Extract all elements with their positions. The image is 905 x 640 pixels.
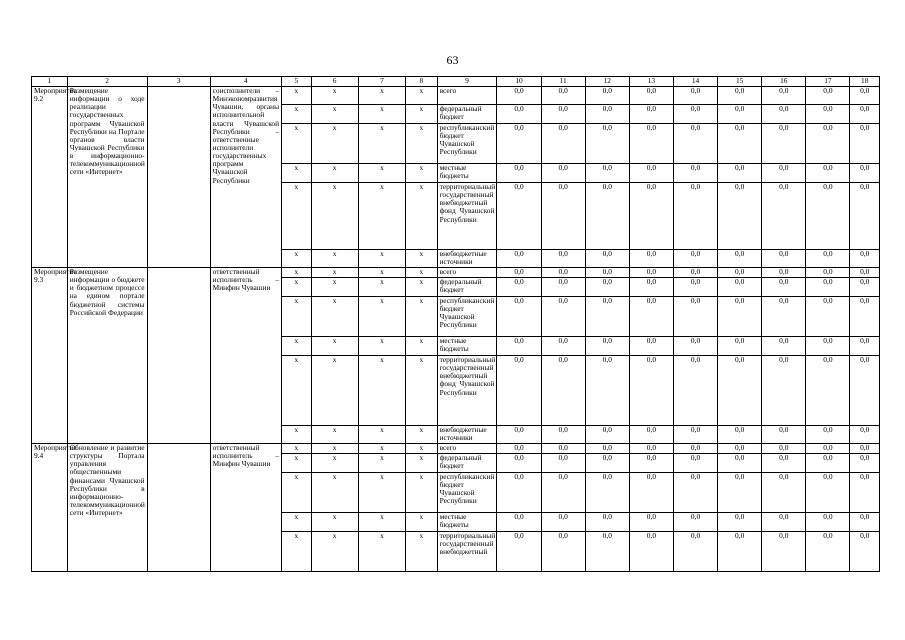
measure-code: Мероприятие 9.2 — [32, 87, 68, 268]
x-mark: x — [406, 87, 438, 105]
x-mark: x — [406, 164, 438, 183]
amount-value: 0,0 — [718, 164, 762, 183]
amount-value: 0,0 — [806, 297, 850, 337]
x-mark: x — [311, 473, 358, 513]
x-mark: x — [406, 124, 438, 164]
amount-value: 0,0 — [585, 87, 629, 105]
amount-value: 0,0 — [497, 444, 541, 454]
funding-source: внебюджетные источники — [437, 250, 497, 268]
x-mark: x — [358, 278, 405, 297]
column-number: 14 — [673, 77, 717, 87]
x-mark: x — [358, 268, 405, 278]
x-mark: x — [406, 250, 438, 268]
x-mark: x — [311, 183, 358, 250]
amount-value: 0,0 — [806, 124, 850, 164]
amount-value: 0,0 — [806, 337, 850, 356]
amount-value: 0,0 — [497, 87, 541, 105]
amount-value: 0,0 — [541, 297, 585, 337]
amount-value: 0,0 — [629, 444, 673, 454]
amount-value: 0,0 — [497, 250, 541, 268]
empty-cell — [147, 444, 210, 572]
x-mark: x — [282, 444, 311, 454]
table-row — [32, 87, 880, 105]
x-mark: x — [282, 513, 311, 532]
amount-value: 0,0 — [541, 105, 585, 124]
amount-value: 0,0 — [850, 87, 880, 105]
amount-value: 0,0 — [850, 297, 880, 337]
responsible-executor: ответственный исполнитель – Минфин Чувашии — [210, 268, 281, 444]
amount-value: 0,0 — [585, 426, 629, 444]
amount-value: 0,0 — [541, 278, 585, 297]
amount-value: 0,0 — [585, 454, 629, 473]
amount-value: 0,0 — [762, 426, 806, 444]
amount-value: 0,0 — [541, 124, 585, 164]
amount-value: 0,0 — [541, 356, 585, 426]
responsible-executor: ответственный исполнитель – Минфин Чувашии — [210, 444, 281, 572]
x-mark: x — [406, 278, 438, 297]
column-number: 12 — [585, 77, 629, 87]
amount-value: 0,0 — [585, 444, 629, 454]
funding-source: внебюджетные источники — [437, 426, 497, 444]
x-mark: x — [282, 337, 311, 356]
funding-source: всего — [437, 268, 497, 278]
amount-value: 0,0 — [541, 473, 585, 513]
x-mark: x — [311, 444, 358, 454]
x-mark: x — [406, 532, 438, 572]
amount-value: 0,0 — [673, 268, 717, 278]
amount-value: 0,0 — [806, 278, 850, 297]
amount-value: 0,0 — [585, 250, 629, 268]
amount-value: 0,0 — [762, 454, 806, 473]
x-mark: x — [282, 250, 311, 268]
funding-source: республиканский бюджет Чувашской Республики — [437, 297, 497, 337]
amount-value: 0,0 — [673, 124, 717, 164]
amount-value: 0,0 — [806, 532, 850, 572]
amount-value: 0,0 — [673, 473, 717, 513]
column-number: 4 — [210, 77, 281, 87]
amount-value: 0,0 — [806, 183, 850, 250]
amount-value: 0,0 — [718, 183, 762, 250]
column-number: 1 — [32, 77, 68, 87]
column-number: 5 — [282, 77, 311, 87]
amount-value: 0,0 — [718, 268, 762, 278]
amount-value: 0,0 — [629, 356, 673, 426]
x-mark: x — [358, 532, 405, 572]
amount-value: 0,0 — [718, 337, 762, 356]
x-mark: x — [311, 124, 358, 164]
column-number: 13 — [629, 77, 673, 87]
x-mark: x — [358, 105, 405, 124]
amount-value: 0,0 — [850, 105, 880, 124]
amount-value: 0,0 — [850, 473, 880, 513]
amount-value: 0,0 — [806, 250, 850, 268]
amount-value: 0,0 — [629, 454, 673, 473]
amount-value: 0,0 — [762, 183, 806, 250]
amount-value: 0,0 — [762, 513, 806, 532]
funding-source: территориальный государственный внебюджетный фонд Чувашской Республики — [437, 356, 497, 426]
funding-source: федеральный бюджет — [437, 454, 497, 473]
amount-value: 0,0 — [718, 513, 762, 532]
amount-value: 0,0 — [585, 356, 629, 426]
x-mark: x — [311, 297, 358, 337]
x-mark: x — [406, 426, 438, 444]
amount-value: 0,0 — [762, 164, 806, 183]
measure-name: Размещение информации о ходе реализации государственных программ Чувашской Республики на Портале органов власти Чувашской Республики в информационно-телекоммуникационной сети «Интернет» — [67, 87, 147, 268]
x-mark: x — [282, 473, 311, 513]
amount-value: 0,0 — [718, 473, 762, 513]
funding-source: всего — [437, 444, 497, 454]
x-mark: x — [406, 297, 438, 337]
amount-value: 0,0 — [806, 356, 850, 426]
amount-value: 0,0 — [850, 278, 880, 297]
amount-value: 0,0 — [806, 513, 850, 532]
x-mark: x — [406, 356, 438, 426]
amount-value: 0,0 — [762, 87, 806, 105]
measure-code: Мероприятие 9.3 — [32, 268, 68, 444]
amount-value: 0,0 — [629, 124, 673, 164]
column-number: 3 — [147, 77, 210, 87]
x-mark: x — [311, 532, 358, 572]
x-mark: x — [311, 105, 358, 124]
amount-value: 0,0 — [850, 454, 880, 473]
amount-value: 0,0 — [541, 454, 585, 473]
amount-value: 0,0 — [850, 444, 880, 454]
x-mark: x — [358, 454, 405, 473]
budget-table — [31, 76, 880, 572]
x-mark: x — [311, 250, 358, 268]
x-mark: x — [406, 513, 438, 532]
amount-value: 0,0 — [629, 337, 673, 356]
x-mark: x — [358, 164, 405, 183]
funding-source: местные бюджеты — [437, 513, 497, 532]
amount-value: 0,0 — [497, 105, 541, 124]
column-number: 9 — [437, 77, 497, 87]
x-mark: x — [282, 268, 311, 278]
amount-value: 0,0 — [497, 356, 541, 426]
x-mark: x — [311, 337, 358, 356]
x-mark: x — [358, 124, 405, 164]
amount-value: 0,0 — [497, 454, 541, 473]
amount-value: 0,0 — [585, 164, 629, 183]
amount-value: 0,0 — [629, 278, 673, 297]
amount-value: 0,0 — [541, 183, 585, 250]
responsible-executor: соисполнители – Минэкономразвития Чувашии, органы исполнительной власти Чувашской Республики – ответственные исполнители государственных программ Чувашской Республики — [210, 87, 281, 268]
x-mark: x — [311, 164, 358, 183]
amount-value: 0,0 — [762, 105, 806, 124]
amount-value: 0,0 — [541, 426, 585, 444]
amount-value: 0,0 — [850, 513, 880, 532]
amount-value: 0,0 — [673, 250, 717, 268]
amount-value: 0,0 — [806, 454, 850, 473]
column-number: 15 — [718, 77, 762, 87]
amount-value: 0,0 — [806, 473, 850, 513]
amount-value: 0,0 — [673, 513, 717, 532]
amount-value: 0,0 — [541, 87, 585, 105]
amount-value: 0,0 — [497, 164, 541, 183]
funding-source: местные бюджеты — [437, 164, 497, 183]
amount-value: 0,0 — [541, 444, 585, 454]
amount-value: 0,0 — [718, 532, 762, 572]
amount-value: 0,0 — [497, 532, 541, 572]
x-mark: x — [282, 356, 311, 426]
x-mark: x — [282, 164, 311, 183]
amount-value: 0,0 — [585, 532, 629, 572]
amount-value: 0,0 — [673, 87, 717, 105]
column-number: 6 — [311, 77, 358, 87]
amount-value: 0,0 — [497, 426, 541, 444]
amount-value: 0,0 — [762, 356, 806, 426]
page-number: 63 — [446, 53, 459, 67]
amount-value: 0,0 — [629, 87, 673, 105]
x-mark: x — [358, 426, 405, 444]
column-number-row — [32, 77, 880, 87]
column-number: 17 — [806, 77, 850, 87]
amount-value: 0,0 — [541, 268, 585, 278]
x-mark: x — [311, 426, 358, 444]
amount-value: 0,0 — [541, 164, 585, 183]
amount-value: 0,0 — [673, 164, 717, 183]
amount-value: 0,0 — [718, 105, 762, 124]
amount-value: 0,0 — [762, 278, 806, 297]
x-mark: x — [311, 356, 358, 426]
amount-value: 0,0 — [762, 250, 806, 268]
x-mark: x — [358, 356, 405, 426]
column-number: 2 — [67, 77, 147, 87]
column-number: 8 — [406, 77, 438, 87]
x-mark: x — [282, 426, 311, 444]
column-number: 10 — [497, 77, 541, 87]
amount-value: 0,0 — [850, 426, 880, 444]
x-mark: x — [406, 183, 438, 250]
amount-value: 0,0 — [497, 278, 541, 297]
amount-value: 0,0 — [497, 473, 541, 513]
amount-value: 0,0 — [718, 356, 762, 426]
amount-value: 0,0 — [850, 337, 880, 356]
amount-value: 0,0 — [850, 250, 880, 268]
amount-value: 0,0 — [585, 297, 629, 337]
x-mark: x — [311, 87, 358, 105]
amount-value: 0,0 — [629, 164, 673, 183]
amount-value: 0,0 — [673, 454, 717, 473]
amount-value: 0,0 — [497, 337, 541, 356]
funding-source: республиканский бюджет Чувашской Республики — [437, 473, 497, 513]
amount-value: 0,0 — [629, 105, 673, 124]
amount-value: 0,0 — [585, 278, 629, 297]
funding-source: территориальный государственный внебюджетный фонд Чувашской Республики — [437, 183, 497, 250]
amount-value: 0,0 — [673, 356, 717, 426]
measure-name: Размещение информации о бюджете и бюджетном процессе на едином портале бюджетной системы Российской Федерации — [67, 268, 147, 444]
x-mark: x — [311, 278, 358, 297]
amount-value: 0,0 — [585, 124, 629, 164]
x-mark: x — [406, 473, 438, 513]
amount-value: 0,0 — [762, 473, 806, 513]
amount-value: 0,0 — [629, 183, 673, 250]
amount-value: 0,0 — [718, 444, 762, 454]
x-mark: x — [358, 473, 405, 513]
amount-value: 0,0 — [762, 532, 806, 572]
amount-value: 0,0 — [850, 124, 880, 164]
amount-value: 0,0 — [673, 278, 717, 297]
amount-value: 0,0 — [585, 183, 629, 250]
x-mark: x — [406, 105, 438, 124]
amount-value: 0,0 — [585, 337, 629, 356]
x-mark: x — [406, 268, 438, 278]
amount-value: 0,0 — [718, 426, 762, 444]
funding-source: местные бюджеты — [437, 337, 497, 356]
measure-name: Обновление и развитие структуры Портала управления общественными финансами Чувашской Республики в информационно-телекоммуникационной сети «Интернет» — [67, 444, 147, 572]
amount-value: 0,0 — [806, 444, 850, 454]
x-mark: x — [311, 454, 358, 473]
amount-value: 0,0 — [806, 268, 850, 278]
column-number: 16 — [762, 77, 806, 87]
x-mark: x — [358, 337, 405, 356]
amount-value: 0,0 — [673, 105, 717, 124]
amount-value: 0,0 — [629, 513, 673, 532]
amount-value: 0,0 — [718, 124, 762, 164]
x-mark: x — [358, 297, 405, 337]
x-mark: x — [406, 444, 438, 454]
amount-value: 0,0 — [585, 513, 629, 532]
x-mark: x — [311, 513, 358, 532]
amount-value: 0,0 — [718, 278, 762, 297]
amount-value: 0,0 — [673, 426, 717, 444]
amount-value: 0,0 — [762, 268, 806, 278]
table-row — [32, 268, 880, 278]
funding-source: республиканский бюджет Чувашской Республики — [437, 124, 497, 164]
amount-value: 0,0 — [541, 513, 585, 532]
x-mark: x — [282, 532, 311, 572]
x-mark: x — [358, 444, 405, 454]
amount-value: 0,0 — [497, 268, 541, 278]
x-mark: x — [282, 87, 311, 105]
amount-value: 0,0 — [850, 164, 880, 183]
amount-value: 0,0 — [718, 250, 762, 268]
amount-value: 0,0 — [673, 183, 717, 250]
amount-value: 0,0 — [806, 105, 850, 124]
column-number: 18 — [850, 77, 880, 87]
amount-value: 0,0 — [497, 297, 541, 337]
amount-value: 0,0 — [806, 87, 850, 105]
amount-value: 0,0 — [629, 473, 673, 513]
amount-value: 0,0 — [497, 124, 541, 164]
amount-value: 0,0 — [497, 183, 541, 250]
amount-value: 0,0 — [585, 268, 629, 278]
x-mark: x — [358, 183, 405, 250]
amount-value: 0,0 — [541, 337, 585, 356]
x-mark: x — [406, 337, 438, 356]
funding-source: всего — [437, 87, 497, 105]
amount-value: 0,0 — [629, 250, 673, 268]
x-mark: x — [282, 124, 311, 164]
amount-value: 0,0 — [762, 444, 806, 454]
amount-value: 0,0 — [673, 532, 717, 572]
x-mark: x — [282, 278, 311, 297]
x-mark: x — [358, 250, 405, 268]
empty-cell — [147, 268, 210, 444]
amount-value: 0,0 — [629, 532, 673, 572]
x-mark: x — [282, 105, 311, 124]
funding-source: федеральный бюджет — [437, 278, 497, 297]
amount-value: 0,0 — [629, 426, 673, 444]
amount-value: 0,0 — [850, 268, 880, 278]
x-mark: x — [282, 297, 311, 337]
funding-source: территориальный государственный внебюджетный — [437, 532, 497, 572]
x-mark: x — [358, 87, 405, 105]
funding-source: федеральный бюджет — [437, 105, 497, 124]
amount-value: 0,0 — [629, 297, 673, 337]
empty-cell — [147, 87, 210, 268]
amount-value: 0,0 — [673, 297, 717, 337]
measure-code: Мероприятие 9.4 — [32, 444, 68, 572]
column-number: 7 — [358, 77, 405, 87]
amount-value: 0,0 — [850, 356, 880, 426]
amount-value: 0,0 — [497, 513, 541, 532]
amount-value: 0,0 — [718, 454, 762, 473]
amount-value: 0,0 — [850, 183, 880, 250]
x-mark: x — [406, 454, 438, 473]
table-row — [32, 444, 880, 454]
amount-value: 0,0 — [762, 124, 806, 164]
amount-value: 0,0 — [806, 164, 850, 183]
x-mark: x — [282, 454, 311, 473]
x-mark: x — [282, 183, 311, 250]
amount-value: 0,0 — [585, 105, 629, 124]
amount-value: 0,0 — [718, 297, 762, 337]
amount-value: 0,0 — [541, 250, 585, 268]
amount-value: 0,0 — [629, 268, 673, 278]
amount-value: 0,0 — [585, 473, 629, 513]
x-mark: x — [358, 513, 405, 532]
table-body — [32, 77, 880, 572]
amount-value: 0,0 — [718, 87, 762, 105]
amount-value: 0,0 — [541, 532, 585, 572]
x-mark: x — [311, 268, 358, 278]
amount-value: 0,0 — [673, 337, 717, 356]
column-number: 11 — [541, 77, 585, 87]
amount-value: 0,0 — [806, 426, 850, 444]
amount-value: 0,0 — [673, 444, 717, 454]
amount-value: 0,0 — [762, 337, 806, 356]
amount-value: 0,0 — [762, 297, 806, 337]
amount-value: 0,0 — [850, 532, 880, 572]
